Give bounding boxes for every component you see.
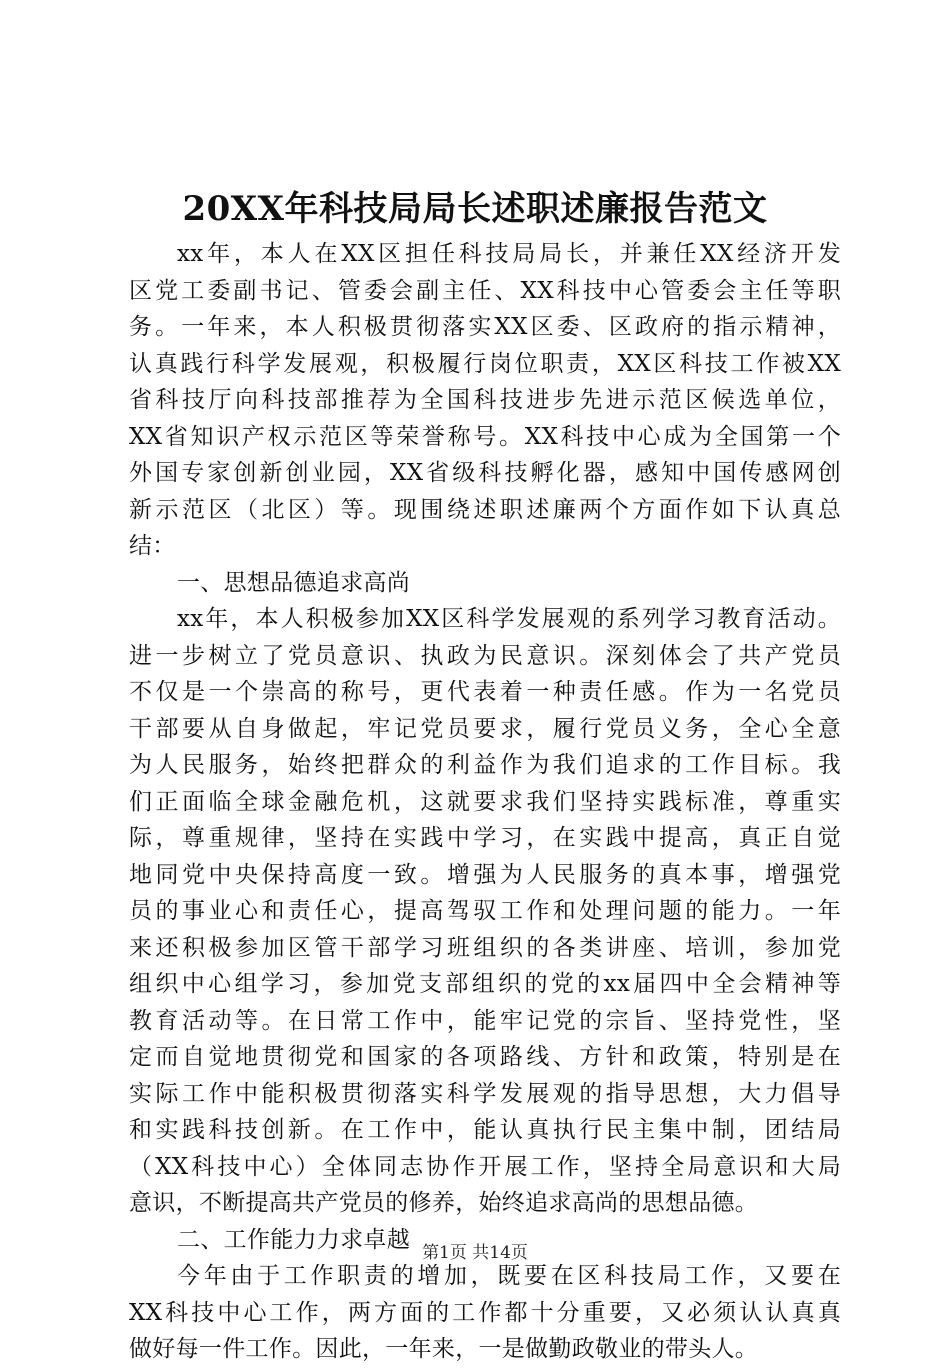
text-line: 们正面临全球金融危机，这就要求我们坚持实践标准，尊重实: [129, 788, 841, 815]
text-line: xx年，本人在XX区担任科技局局长，并兼任XX经济开发: [177, 241, 841, 267]
page-footer: 第1页 共14页: [422, 1243, 528, 1263]
text-line: 进一步树立了党员意识、执政为民意识。深刻体会了共产党员: [129, 642, 841, 669]
text-line: 区党工委副书记、管委会副主任、XX科技中心管委会主任等职: [129, 277, 841, 304]
text-line: 际，尊重规律，坚持在实践中学习，在实践中提高，真正自觉: [129, 825, 841, 851]
text-line: XX省知识产权示范区等荣誉称号。XX科技中心成为全国第一个: [129, 423, 841, 450]
text-line: 定而自觉地贯彻党和国家的各项路线、方针和政策，特别是在: [129, 1044, 841, 1070]
text-line: 外国专家创新创业园，XX省级科技孵化器，感知中国传感网创: [129, 460, 841, 486]
text-line: 省科技厅向科技部推荐为全国科技进步先进示范区候选单位，: [129, 387, 841, 413]
text-line: 今年由于工作职责的增加，既要在区科技局工作，又要在: [177, 1263, 841, 1289]
text-line: 为人民服务，始终把群众的利益作为我们追求的工作目标。我: [129, 752, 841, 778]
text-line: 认真践行科学发展观，积极履行岗位职责，XX区科技工作被XX: [129, 350, 841, 377]
text-line: 实际工作中能积极贯彻落实科学发展观的指导思想，大力倡导: [129, 1080, 841, 1107]
text-line: （XX科技中心）全体同志协作开展工作，坚持全局意识和大局: [129, 1153, 841, 1180]
text-line: 不仅是一个崇高的称号，更代表着一种责任感。作为一名党员: [129, 679, 841, 705]
text-line: 来还积极参加区管干部学习班组织的各类讲座、培训，参加党: [129, 934, 841, 961]
text-line: 和实践科技创新。在工作中，能认真执行民主集中制，团结局: [129, 1117, 841, 1143]
text-line: 新示范区（北区）等。现围绕述职述廉两个方面作如下认真总: [129, 496, 841, 523]
text-line: 员的事业心和责任心，提高驾驭工作和处理问题的能力。一年: [129, 898, 841, 924]
text-line: 做好每一件工作。因此，一年来，一是做勤政敬业的带头人。: [129, 1336, 759, 1362]
text-line: 干部要从自身做起，牢记党员要求，履行党员义务，全心全意: [129, 715, 841, 742]
text-line: 二、工作能力力求卓越: [177, 1226, 410, 1253]
text-line: 地同党中央保持高度一致。增强为人民服务的真本事，增强党: [129, 861, 841, 888]
text-line: xx年，本人积极参加XX区科学发展观的系列学习教育活动。: [177, 606, 841, 632]
document-body: [129, 236, 841, 1368]
text-line: 务。一年来，本人积极贯彻落实XX区委、区政府的指示精神，: [129, 314, 841, 340]
text-line: 意识，不断提高共产党员的修养，始终追求高尚的思想品德。: [129, 1190, 759, 1216]
document-title: 20XX年科技局局长述职述廉报告范文: [182, 189, 768, 229]
text-line: 结：: [129, 533, 176, 559]
text-line: 教育活动等。在日常工作中，能牢记党的宗旨、坚持党性，坚: [129, 1007, 841, 1034]
text-line: XX科技中心工作，两方面的工作都十分重要，又必须认认真真: [129, 1299, 841, 1326]
text-line: 一、思想品德追求高尚: [177, 569, 410, 596]
text-line: 组织中心组学习，参加党支部组织的党的xx届四中全会精神等: [129, 971, 841, 997]
